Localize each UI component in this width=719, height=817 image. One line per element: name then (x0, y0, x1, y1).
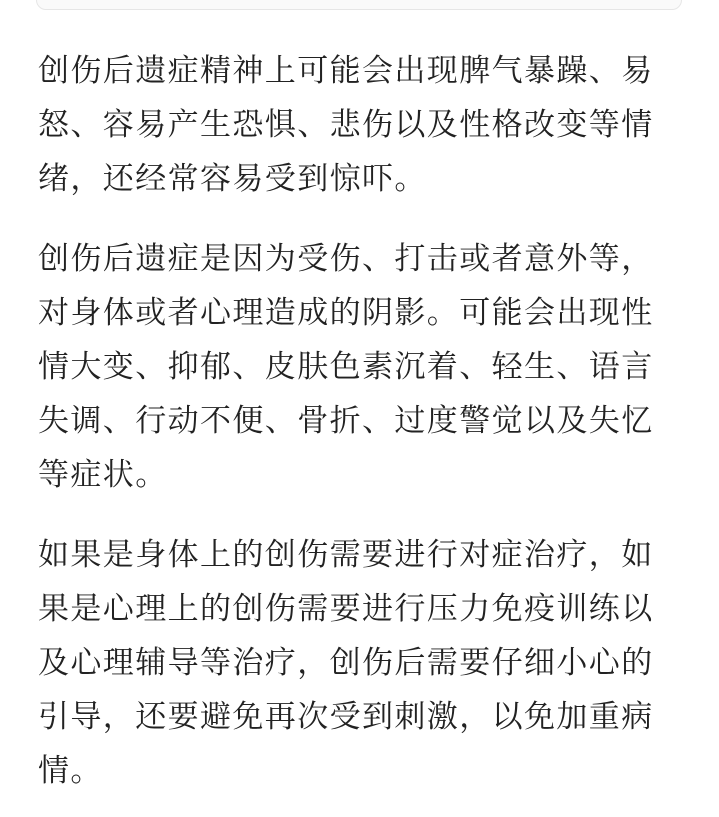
paragraph-treatment: 如果是身体上的创伤需要进行对症治疗，如果是心理上的创伤需要进行压力免疫训练以及心理辅导等治疗，创伤后需要仔细小心的引导，还要避免再次受到刺激，以免加重病情。 (38, 537, 654, 789)
paragraph-symptoms-mental: 创伤后遗症精神上可能会出现脾气暴躁、易怒、容易产生恐惧、悲伤以及性格改变等情绪，还经常容易受到惊吓。 (38, 53, 654, 197)
previous-content-card (36, 0, 682, 10)
article-body (38, 44, 684, 798)
paragraph-causes-symptoms: 创伤后遗症是因为受伤、打击或者意外等，对身体或者心理造成的阴影。可能会出现性情大变、抑郁、皮肤色素沉着、轻生、语言失调、行动不便、骨折、过度警觉以及失忆等症状。 (38, 241, 654, 493)
